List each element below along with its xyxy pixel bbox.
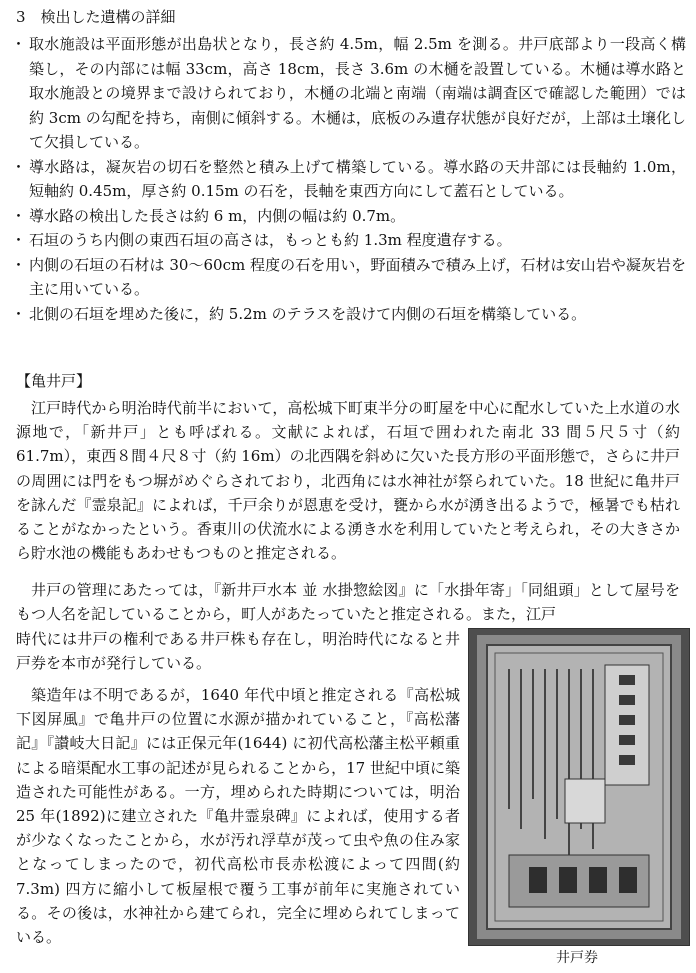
ido-ken-document-image [469, 629, 689, 945]
bullet-item: ・ 内側の石垣の石材は 30～60cm 程度の石を用い，野面積みで積み上げ，石材は安山岩や凝灰岩を主に用いている。 [14, 253, 686, 302]
detail-bullet-list [14, 32, 686, 326]
bullet-item: ・ 北側の石垣を埋めた後に，約 5.2m のテラスを設けて内側の石垣を構築している。 [14, 302, 686, 327]
kamei-paragraph-2b: 時代には井戸の権利である井戸株も存在し，明治時代になると井戸券を本市が発行している。 [16, 630, 460, 673]
kamei-heading: 【亀井戸】 [16, 372, 92, 390]
photo-caption: 井戸券 [556, 950, 598, 966]
kamei-paragraph-3: 築造年は不明であるが，1640 年代中頃と推定される『高松城下図屏風』で亀井戸の位置に水源が描かれていること，『高松藩記』『讃岐大日記』には正保元年(1644) に初代高松藩主松平頼重による暗渠配水工事の記述が見られることから，17 世紀中頃に築造された可能性がある。一方，埋められた時期については，明治 25 年(1892)に建立された『亀井霊泉碑』によれば，使用する者が少なくなったことから，水が汚れ浮草が茂って虫や魚の住み家となってしまったので，初代高松市長赤松渡によって四間(約 7.3m) 四方に縮小して板屋根で覆う工事が前年に実施されている。その後は，水神社から建てられ，完全に埋められてしまっている。 [16, 686, 460, 947]
bullet-item: ・ 導水路の検出した長さは約 6 m，内側の幅は約 0.7m。 [14, 204, 686, 229]
ido-ken-photo [468, 628, 690, 946]
section-title: 3 検出した遺構の詳細 [16, 8, 176, 26]
kamei-paragraph-2a: 井戸の管理にあたっては，『新井戸水本 並 水掛惣絵図』に「水掛年寄」「同組頭」として屋号をもつ人名を記していることから，町人があたっていたと推定される。また，江戸 [16, 581, 680, 624]
bullet-item: ・ 取水施設は平面形態が出島状となり，長さ約 4.5m，幅 2.5m を測る。井戸底部より一段高く構築し，その内部には幅 33cm，高さ 18cm，長さ 3.6m の木樋を設置している。木樋は導水路と取水施設との境界まで設けられており，木樋の北端と南端（南端は調査区で確認した範囲）では約 3cm の勾配を持ち，南側に傾斜する。木樋は，底板のみ遺存状態が良好だが，上部は土壌化して欠損している。 [14, 32, 686, 155]
kamei-paragraph-1: 江戸時代から明治時代前半において，高松城下町東半分の町屋を中心に配水していた上水道の水源地で，「新井戸」とも呼ばれる。文献によれば，石垣で囲われた南北 33 間５尺５寸（約 61.7m），東西８間４尺８寸（約 16m）の北西隅を斜めに欠いた長方形の平面形態で，さらに井戸の周囲には門をもつ塀がめぐらされており，北西角には水神社が祭られていた。18 世紀に亀井戸を詠んだ『霊泉記』によれば，千戸余りが恩恵を受け，甕から水が湧き出るようで，極暑でも枯れることがなかったという。香東川の伏流水による湧き水を利用していたと考えられ，その大きさから貯水池の機能もあわせもつものと推定される。 [16, 399, 680, 563]
bullet-item: ・ 導水路は，凝灰岩の切石を整然と積み上げて構築している。導水路の天井部には長軸約 1.0m，短軸約 0.45m，厚さ約 0.15m の石を，長軸を東西方向にして蓋石としている。 [14, 155, 686, 204]
bullet-item: ・ 石垣のうち内側の東西石垣の高さは，もっとも約 1.3m 程度遺存する。 [14, 228, 686, 253]
